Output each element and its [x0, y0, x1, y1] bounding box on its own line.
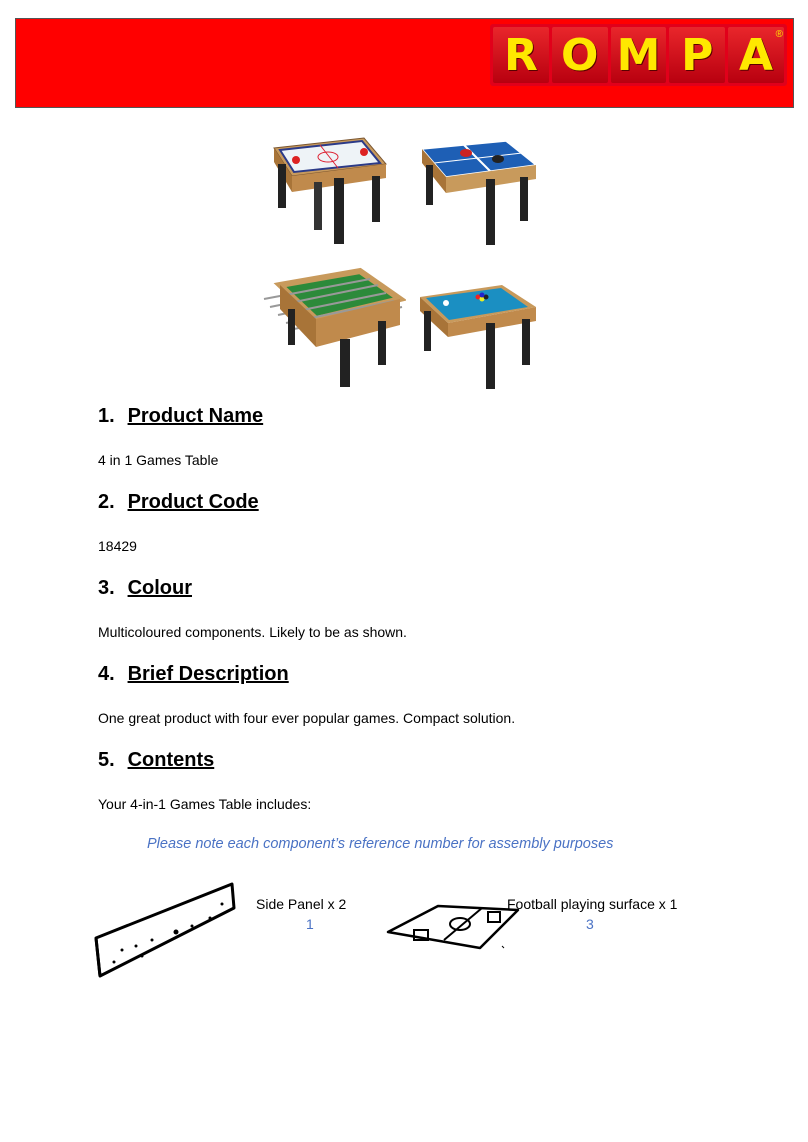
colour-text: Multicoloured components. Likely to be as shown. — [98, 624, 407, 640]
registered-mark: ® — [775, 29, 783, 40]
air-hockey-table-photo — [268, 130, 394, 250]
logo-letter: R — [493, 27, 549, 83]
logo-letter: M — [611, 27, 667, 83]
section-heading-brief-description: 4. Brief Description — [98, 663, 289, 685]
logo-letter: P — [669, 27, 725, 83]
section-heading-product-code: 2. Product Code — [98, 491, 259, 513]
section-heading-colour: 3. Colour — [98, 577, 192, 599]
logo-letter: A — [728, 27, 784, 83]
section-heading-contents: 5. Contents — [98, 749, 215, 771]
football-surface-label: Football playing surface x 1 — [507, 896, 678, 912]
football-surface-drawing — [384, 902, 524, 954]
football-table-photo — [260, 265, 406, 390]
assembly-note: Please note each component’s reference number for assembly purposes — [147, 836, 614, 852]
side-panel-drawing — [92, 880, 238, 980]
contents-intro-text: Your 4-in-1 Games Table includes: — [98, 796, 312, 812]
table-tennis-table-photo — [416, 135, 546, 250]
side-panel-ref: 1 — [306, 916, 314, 932]
product-name-text: 4 in 1 Games Table — [98, 452, 219, 468]
brief-description-text: One great product with four ever popular games. Compact solution. — [98, 710, 516, 726]
side-panel-label: Side Panel x 2 — [256, 896, 347, 912]
section-heading-product-name: 1. Product Name — [98, 405, 264, 427]
pool-table-photo — [414, 275, 546, 393]
football-surface-ref: 3 — [586, 916, 594, 932]
logo-letter: O — [552, 27, 608, 83]
product-code-text: 18429 — [98, 538, 137, 554]
rompa-logo — [490, 24, 787, 86]
